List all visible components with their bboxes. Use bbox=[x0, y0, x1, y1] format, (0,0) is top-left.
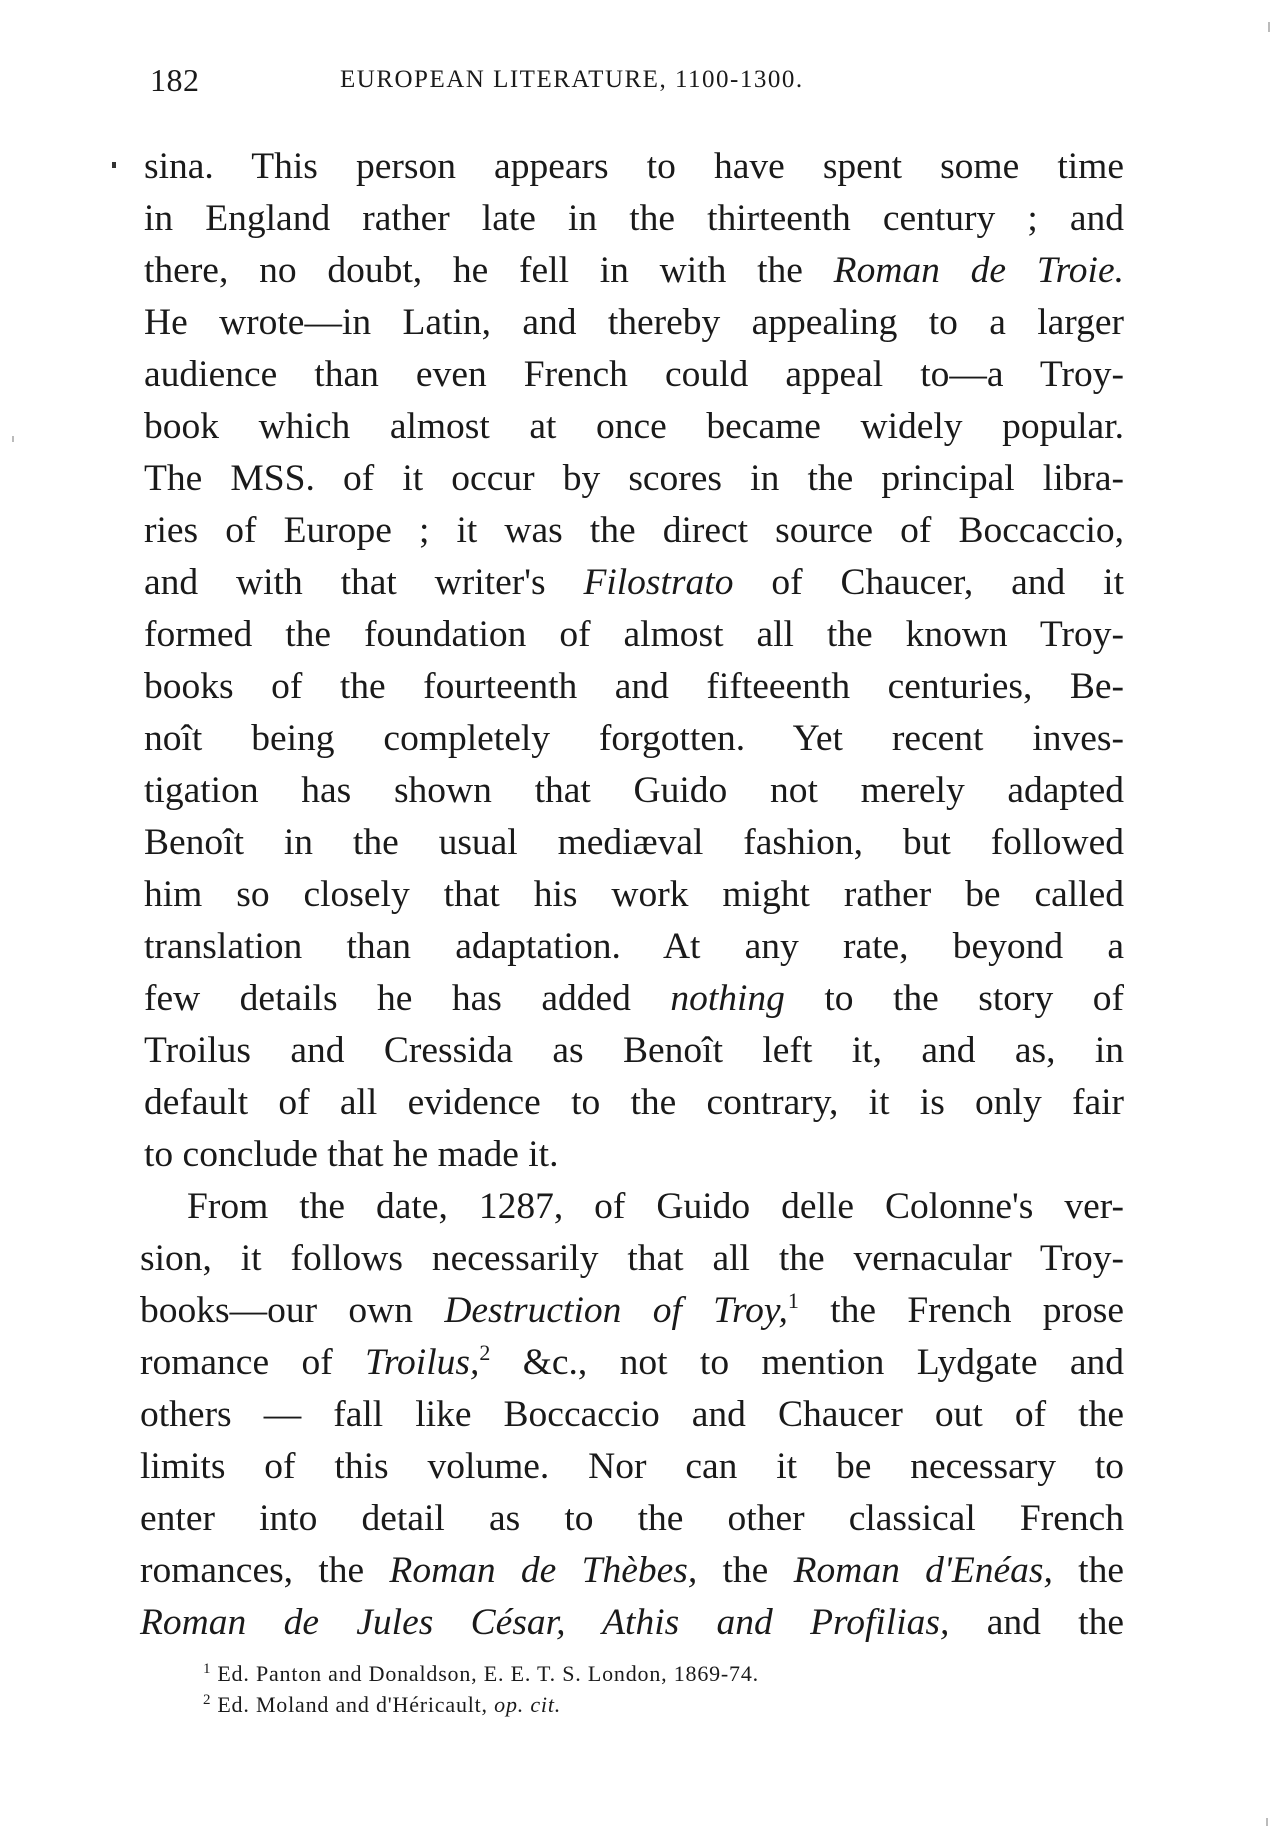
footnote-ref: 1 bbox=[787, 1288, 799, 1313]
text-line: From the date, 1287, of Guido delle Colonne's ver- bbox=[187, 1186, 1124, 1227]
text-line: there, no doubt, he fell in with the Roman de Troie. bbox=[144, 250, 1124, 291]
scan-edge-mark bbox=[1268, 22, 1270, 32]
text-line: sion, it follows necessarily that all the vernacular Troy- bbox=[140, 1238, 1124, 1279]
footnote-1: $^1$ Ed. Panton and Donaldson, E. E. T. S. London, 1869-74. bbox=[203, 1661, 759, 1686]
text-line: audience than even French could appeal to—a Troy- bbox=[144, 354, 1124, 395]
text-line: and with that writer's Filostrato of Chaucer, and it bbox=[144, 562, 1124, 603]
text-line: ries of Europe ; it was the direct source of Boccaccio, bbox=[144, 510, 1124, 551]
text-line: formed the foundation of almost all the known Troy- bbox=[144, 614, 1124, 655]
text-line: others — fall like Boccaccio and Chaucer out of the bbox=[140, 1394, 1124, 1435]
text-line: him so closely that his work might rather be called bbox=[144, 874, 1124, 915]
footnotes bbox=[203, 1658, 1083, 1720]
scan-edge-mark bbox=[1266, 1818, 1268, 1826]
text-line: few details he has added nothing to the story of bbox=[144, 978, 1124, 1019]
text-line: The MSS. of it occur by scores in the principal libra- bbox=[144, 458, 1124, 499]
text-line: enter into detail as to the other classical French bbox=[140, 1498, 1124, 1539]
text-line: translation than adaptation. At any rate, beyond a bbox=[144, 926, 1124, 967]
text-line: books—our own Destruction of Troy,$^1$ the French prose bbox=[140, 1288, 1125, 1331]
text-line: limits of this volume. Nor can it be necessary to bbox=[140, 1446, 1124, 1487]
running-title: EUROPEAN LITERATURE, 1100-1300. bbox=[340, 66, 804, 93]
text-line: default of all evidence to the contrary, it is only fair bbox=[144, 1082, 1124, 1123]
text-line: sina. This person appears to have spent some time bbox=[144, 146, 1124, 187]
text-line: books of the fourteenth and fifteeenth centuries, Be- bbox=[144, 666, 1124, 707]
text-line: tigation has shown that Guido not merely adapted bbox=[144, 770, 1124, 811]
footnote-ref: 2 bbox=[479, 1340, 491, 1365]
body-text bbox=[140, 141, 1125, 1649]
text-line: Roman de Jules César, Athis and Profilias, and the bbox=[140, 1602, 1124, 1643]
text-line: romance of Troilus,$^2$ &c., not to mention Lydgate and bbox=[140, 1340, 1124, 1383]
text-line: Benoît in the usual mediæval fashion, but followed bbox=[144, 822, 1124, 863]
text-line: Troilus and Cressida as Benoît left it, and as, in bbox=[144, 1030, 1124, 1071]
page-number: 182 bbox=[150, 62, 200, 98]
text-line: noît being completely forgotten. Yet recent inves- bbox=[144, 718, 1124, 759]
footnote-2: $^2$ Ed. Moland and d'Héricault, op. cit. bbox=[203, 1692, 562, 1717]
text-line: romances, the Roman de Thèbes, the Roman d'Enéas, the bbox=[140, 1550, 1124, 1591]
text-line: book which almost at once became widely popular. bbox=[144, 406, 1124, 447]
text-line: to conclude that he made it. bbox=[144, 1134, 559, 1175]
scan-edge-mark bbox=[12, 436, 14, 442]
text-line: in England rather late in the thirteenth century ; and bbox=[144, 198, 1124, 239]
page-header bbox=[150, 62, 1125, 112]
margin-mark bbox=[112, 162, 116, 168]
text-line: He wrote—in Latin, and thereby appealing to a larger bbox=[144, 302, 1124, 343]
